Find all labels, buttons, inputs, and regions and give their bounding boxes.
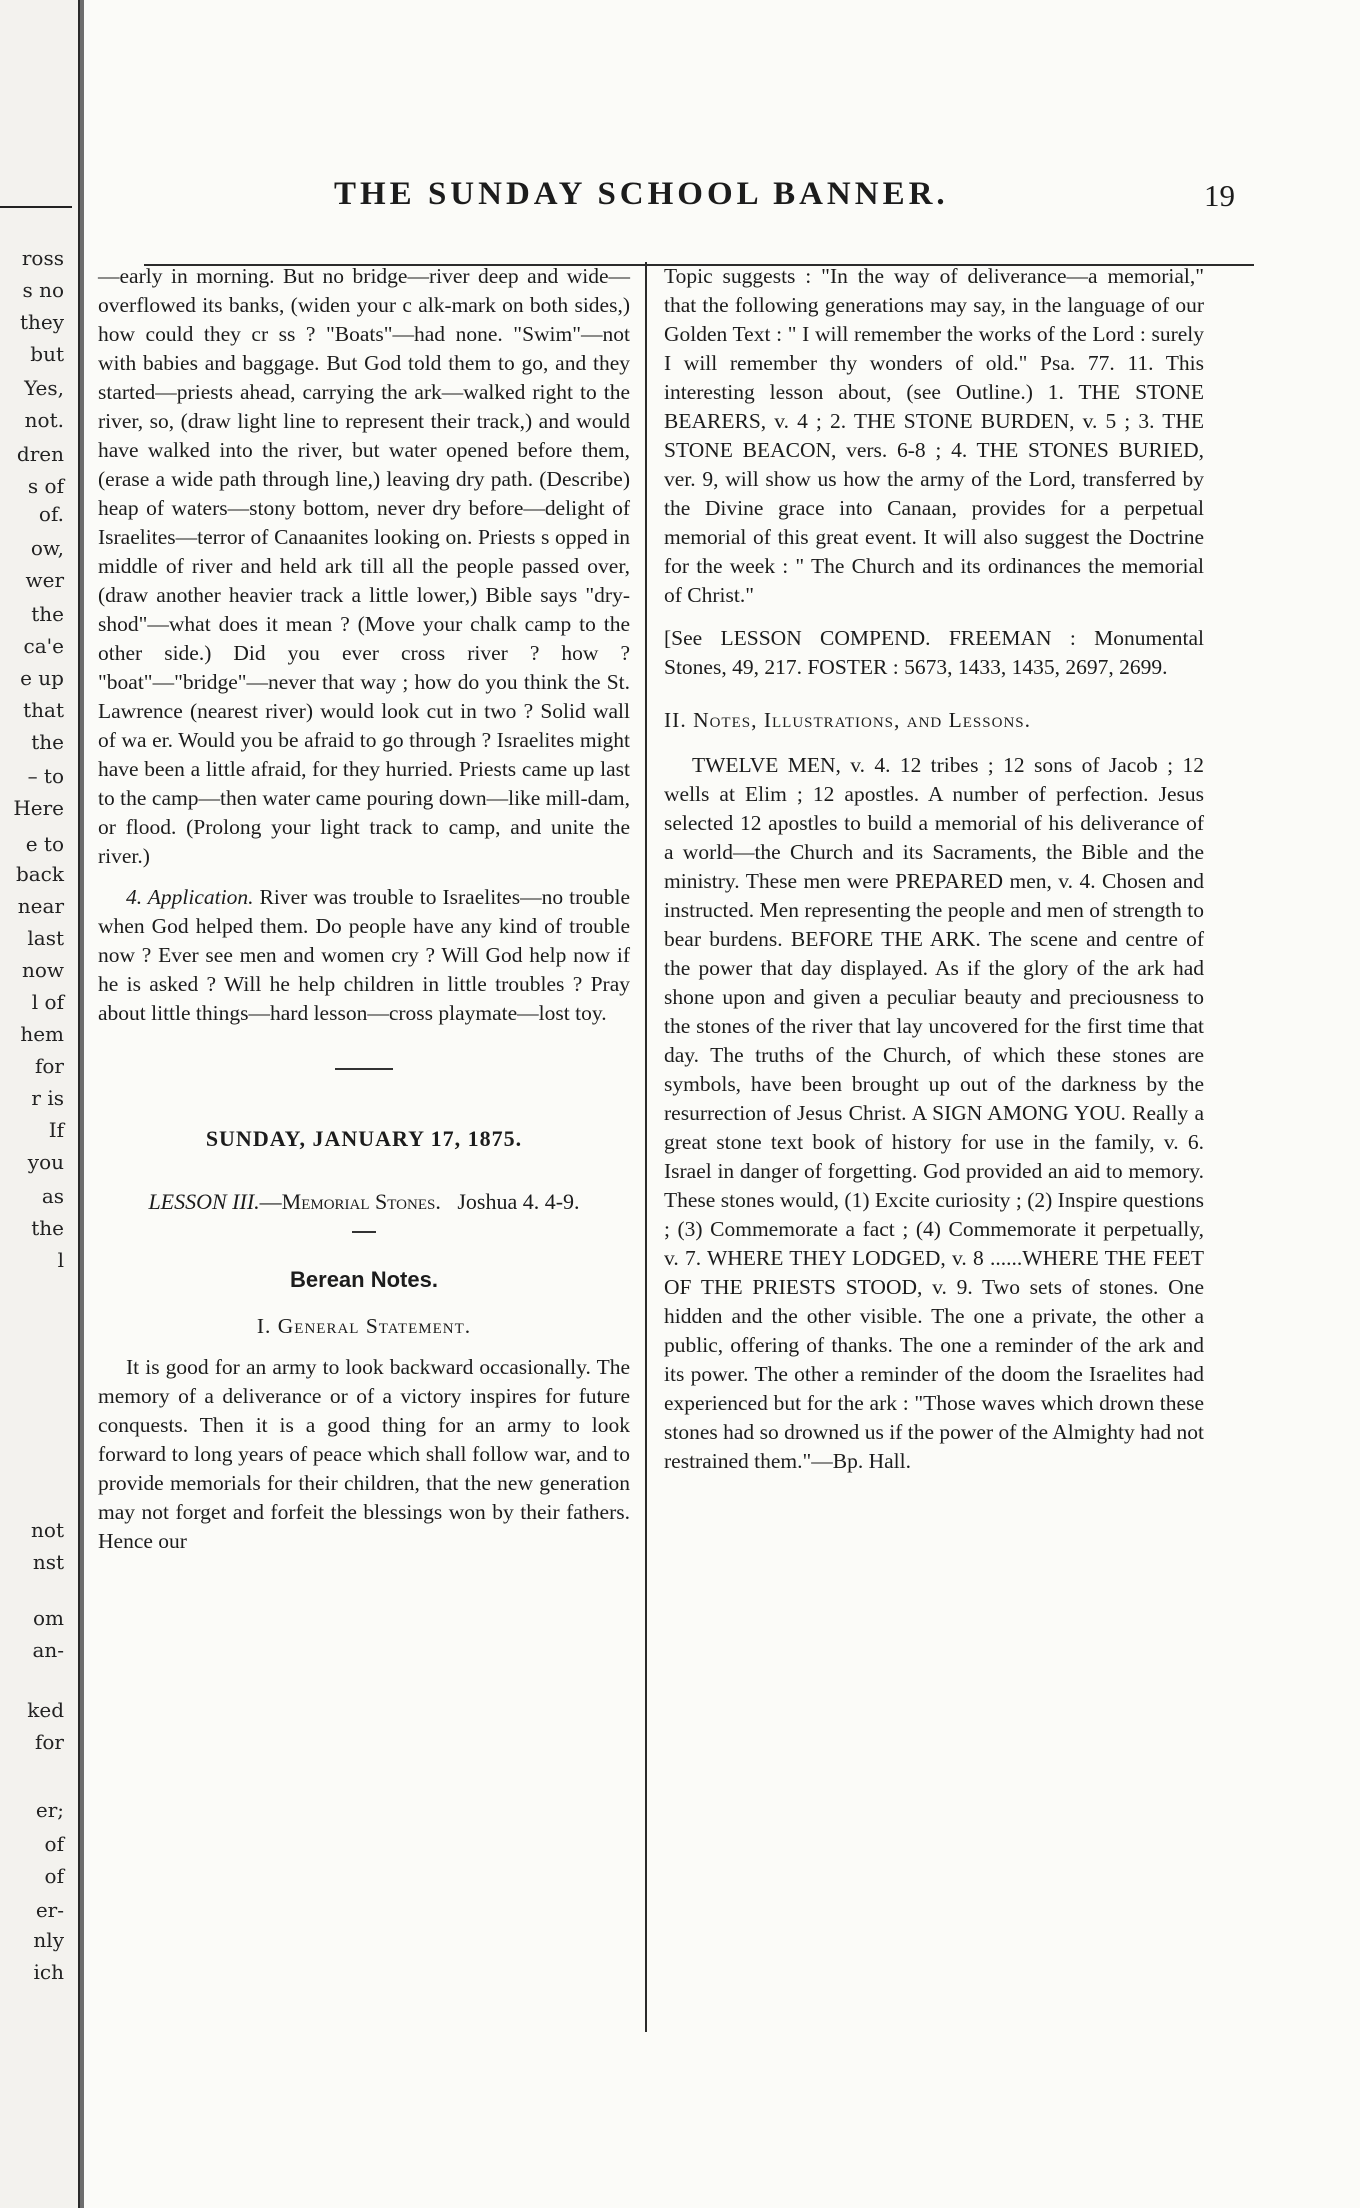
previous-page-fragment: e to xyxy=(25,832,64,856)
previous-page-fragment: of xyxy=(44,1864,64,1888)
previous-page-fragment: of. xyxy=(38,502,64,526)
previous-page-fragment: now xyxy=(21,958,64,982)
previous-page-fragment: nst xyxy=(32,1550,64,1574)
notes-section-heading: II. Notes, Illustrations, and Lessons. xyxy=(664,708,1031,732)
right-column xyxy=(664,262,1204,1476)
previous-page-fragment: er- xyxy=(35,1898,64,1922)
previous-page-fragment: as xyxy=(41,1184,64,1208)
topic-paragraph: Topic suggests : "In the way of deliverance—a memorial," that the following generations may say, in the language of our Golden Text : " I will remember the works of the Lord : surely I will remember thy wonders of old." Psa. 77. 11. This interesting lesson about, (see Outline.) 1. THE STONE BEARERS, v. 4 ; 2. THE STONE BURDEN, v. 5 ; 3. THE STONE BEACON, vers. 6-8 ; 4. THE STONES BURIED, ver. 9, will show us how the army of the Lord, transferred by the Divine grace into Canaan, provides for a perpetual memorial of this great event. It will also suggest the Doctrine for the week : " The Church and its ordinances the memorial of Christ." xyxy=(664,264,1204,607)
lesson-heading xyxy=(98,1187,630,1217)
previous-page-fragment: not xyxy=(31,1518,64,1542)
general-statement-text: It is good for an army to look backward occasionally. The memory of a deliverance or of a victory inspires for future conquests. Then it is a good thing for an army to look forward to long years of peace which shall follow war, and to provide memorials for their children, that the new generation may not forget and forfeit the blessings won by their fathers. Hence our xyxy=(98,1355,630,1553)
previous-page-fragment: l of xyxy=(31,990,64,1014)
page xyxy=(84,0,1360,2208)
previous-page-fragment: e up xyxy=(20,666,64,690)
previous-page-fragment: the xyxy=(31,1216,64,1240)
previous-page-fragment: ca'e xyxy=(23,634,64,658)
lesson-title: —Memorial Stones. xyxy=(259,1189,441,1214)
references-paragraph: [See LESSON COMPEND. FREEMAN : Monumental Stones, 49, 217. FOSTER : 5673, 1433, 1435, 2697, 2699. xyxy=(664,626,1204,679)
previous-page-fragment: not. xyxy=(24,408,64,432)
previous-page-fragment: ross xyxy=(21,246,64,270)
previous-page-fragment: – to xyxy=(27,764,64,788)
previous-page-fragment: the xyxy=(31,602,64,626)
previous-page-fragment: back xyxy=(15,862,64,886)
application-text: River was trouble to Israelites—no trouble when God helped them. Do people have any kind of trouble now ? Ever see men and women cry ? Will God help now if he is asked ? Will he help children in little troubles ? Pray about little things—hard lesson—cross playmate—lost toy. xyxy=(98,885,631,1025)
left-column xyxy=(98,262,630,1556)
berean-notes-heading: Berean Notes. xyxy=(290,1267,438,1292)
previous-page-fragment: dren xyxy=(16,442,64,466)
page-number: 19 xyxy=(1204,178,1235,213)
lesson-divider xyxy=(352,1231,376,1233)
previous-page-fragment: ow, xyxy=(30,536,64,560)
application-label: 4. Application. xyxy=(126,885,254,909)
previous-page-fragment: ich xyxy=(33,1960,64,1984)
previous-page-fragment: near xyxy=(17,894,64,918)
previous-page-fragment: for xyxy=(34,1730,64,1754)
previous-page-rule xyxy=(0,206,72,208)
previous-page-fragment: ked xyxy=(27,1698,64,1722)
previous-page-fragment: the xyxy=(31,730,64,754)
previous-page-fragment: s of xyxy=(27,474,64,498)
previous-page-fragment: Yes, xyxy=(24,376,64,400)
previous-page-fragment: nly xyxy=(33,1928,64,1952)
previous-page-fragment: that xyxy=(23,698,64,722)
general-statement-heading: I. General Statement. xyxy=(256,1314,472,1338)
previous-page-fragment: Here xyxy=(13,796,64,820)
notes-illustrations-text: TWELVE MEN, v. 4. 12 tribes ; 12 sons of Jacob ; 12 wells at Elim ; 12 apostles. A number of perfection. Jesus selected 12 apostles to build a memorial of his deliverance of a world—the Church and its Sacraments, the Bible and the ministry. These men were PREPARED men, v. 4. Chosen and instructed. Men representing the people and men of strength to bear burdens. BEFORE THE ARK. The scene and centre of the power that day displayed. As if the glory of the ark had shone upon and given a peculiar beauty and preciousness to the stones of the river that lay uncovered for the first time that day. The truths of the Church, of which these stones are symbols, have been brought up out of the darkness by the resurrection of Jesus Christ. A SIGN AMONG YOU. Really a great stone text book of history for use in the family, v. 6. Israel in danger of forgetting. God provided an aid to memory. These stones would, (1) Excite curiosity ; (2) Inspire questions ; (3) Commemorate a fact ; (4) Commemorate it perpetually, v. 7. WHERE THEY LODGED, v. 8 ......WHERE THE FEET OF THE PRIESTS STOOD, v. 9. Two sets of stones. One hidden and the other visible. The one a private, the other a public, offering of thanks. The one a reminder of the ark and its power. The other a reminder of the doom the Israelites had experienced but for the ark : "Those waves which drown these stones had so drowned us if the power of the Almighty had not restrained them."—Bp. Hall. xyxy=(664,753,1204,1473)
previous-page-fragment: om xyxy=(32,1606,64,1630)
application-paragraph xyxy=(98,883,630,1028)
previous-page-fragment: an- xyxy=(32,1638,64,1662)
previous-page-fragment: you xyxy=(27,1150,64,1174)
previous-page-fragment: they xyxy=(19,310,64,334)
section-divider xyxy=(335,1068,393,1070)
date-heading: SUNDAY, JANUARY 17, 1875. xyxy=(205,1126,523,1151)
lesson-continuation-text: —early in morning. But no bridge—river deep and wide—overflowed its banks, (widen your c alk-mark on both sides,) how could they cr ss ? "Boats"—had none. "Swim"—not with babies and baggage. But God told them to go, and they started—priests ahead, carrying the ark—walked right to the river, so, (draw light line to represent their track,) and would have walked into the river, but water opened before them, (erase a wide path through line,) leaving dry path. (Describe) heap of waters—stony bottom, never dry before—delight of Israelites—terror of Canaanites looking on. Priests s opped in middle of river and held ark till all the people passed over, (draw another heavier track a little lower,) Bible says "dry-shod"—what does it mean ? (Move your chalk camp to the other side.) Did you ever cross river ? how ? "boat"—"bridge"—never that way ; how do you think the St. Lawrence (nearest river) would look cut in two ? Solid wall of wa er. Would you be afraid to go through ? Israelites might have been a little afraid, for they hurried. Priests came up last to the camp—then water came pouring down—like mill-dam, or flood. (Prolong your light track to camp, and unite the river.) xyxy=(98,264,630,868)
previous-page-fragment: but xyxy=(30,342,64,366)
previous-page-fragment: wer xyxy=(25,568,64,592)
lesson-label: LESSON III. xyxy=(148,1189,260,1214)
previous-page-fragment: for xyxy=(34,1054,64,1078)
header-title: THE SUNDAY SCHOOL BANNER. xyxy=(334,176,949,212)
previous-page-fragment: last xyxy=(27,926,64,950)
previous-page-fragment: l xyxy=(57,1248,64,1272)
previous-page-fragment: If xyxy=(48,1118,64,1142)
previous-page-fragment: er; xyxy=(35,1798,64,1822)
previous-page-fragment: r is xyxy=(31,1086,64,1110)
previous-page-edge xyxy=(0,0,80,2208)
column-divider xyxy=(645,262,647,2032)
lesson-reference: Joshua 4. 4-9. xyxy=(457,1189,580,1214)
previous-page-fragment: s no xyxy=(22,278,64,302)
running-header xyxy=(84,176,1360,220)
previous-page-fragment: hem xyxy=(20,1022,64,1046)
previous-page-fragment: of xyxy=(44,1832,64,1856)
